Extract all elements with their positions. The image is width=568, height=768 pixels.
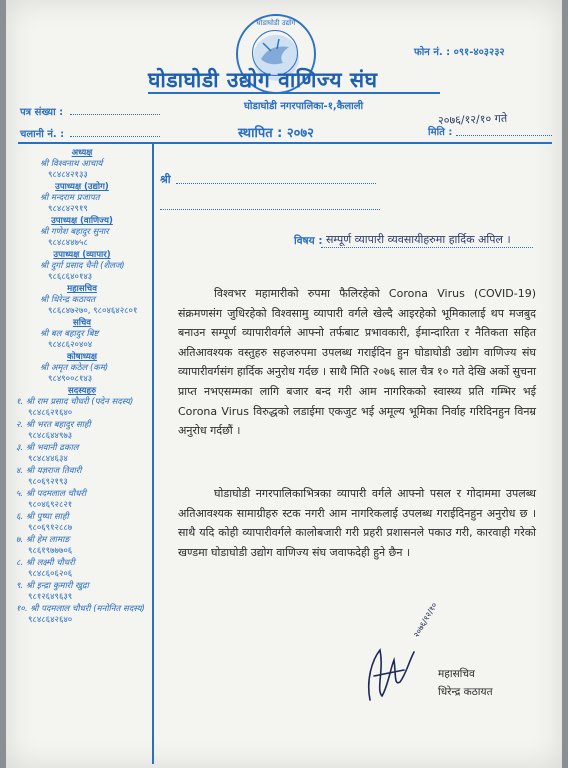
header-divider [18,142,552,144]
recipient-field-line-2 [160,198,380,210]
dispatch-number-label: चलानी नं. : [20,129,65,140]
committee-member-name: श्री गणेश बहादुर सुनार [40,227,109,237]
member-phone: ९८४८६२१६४० [28,408,73,418]
member-phone: ९८४८६४४९७३ [28,431,73,441]
handwritten-signature [360,630,430,710]
dispatch-number-field [70,126,160,137]
committee-member-phone: ९८४८४२१३३ [48,170,88,180]
date-label: मिति : [428,127,453,138]
committee-sidebar [16,148,148,760]
member-name: ३. श्री भवानी ढकाल [16,443,79,453]
committee-member-name: श्री दुर्गा प्रसाद चैनी (शैलज) [40,261,125,271]
subject-label: विषय : [294,235,323,247]
member-phone: ९८०६९२१९३ [28,477,68,487]
title-underline [148,92,440,94]
phone-number: फोन नं. : ०९१-४०३२३२ [414,47,505,58]
committee-member-name: श्री अमृत कठेल (कम) [40,363,109,373]
reference-number-label: पत्र संख्या : [20,107,64,118]
member-phone: ९८१२६४९६३९ [28,592,73,602]
member-name: २. श्री भरत बहादुर साही [16,420,91,430]
date-handwritten: २०७६/१२/१० गते [437,111,508,128]
committee-role: सचिव [72,318,92,328]
member-name: ५. श्री पदमलाल चौधरी [16,489,87,499]
signature-date: २०७६/१२/१० [411,601,439,639]
member-phone: ९८४८६४२६४० [28,615,73,625]
committee-member-name: श्री विश्वनाथ आचार्य [40,159,103,169]
committee-member-phone: ९८६८४७२७०, ९८०४६४२८०१ [48,306,138,316]
committee-member-phone: ९८४८६२०४०४ [48,340,93,350]
member-phone: ९८०४६९२८२१ [28,500,73,510]
reference-number-field [70,104,160,115]
member-phone: ९८४८६०६२०६ [28,569,73,579]
member-name: ८. श्री लक्ष्मी चौधरी [16,558,75,568]
sidebar-divider [152,144,154,764]
member-phone: ९८०६९१२८८७ [28,523,73,533]
recipient-field-line-1 [176,172,376,184]
seal-text: घोडाघोडी उद्योग [256,19,296,27]
subject-text: सम्पूर्ण व्यापारी व्यवसायीहरुमा हार्दिक अपिल । [326,233,511,246]
letter-paragraph-1: विश्वभर महामारीको रुपमा फैलिरहेको Corona Virus (COVID-19) संक्रमणसंग जुधिरहेको विश्वसामु व्यापारी वर्गले खेल्दै आइरहेको भूमिकालाई थप मजबुद बनाउन सम्पूर्ण व्यापारीवर्गले आफ्नो तर्फबाट प्रभावकारी, ईमान्दारिता र नैतिकता सहित अतिआवश्यक वस्तुहरु सहजरुपमा उपलब्ध गराईदिन हुन घोडाघोडी उद्योग वाणिज्य संघ व्यापारीवर्गसंग हार्दिक अनुरोध गर्दछ । साथै मिति २०७६ साल चैत्र १० गते देखि अर्को सुचना प्राप्त नभएसम्मका लागि बजार बन्द गरी आम नागरिकको स्वास्थ्य प्रति गम्भिर भई Corona Virus विरुद्धको लडाईमा एकजुट भई अमूल्य भूमिका निर्वाह गरिदिनहुन विनम्र अनुरोध गर्दछौं । [178,287,536,438]
committee-member-phone: ९८६८६४०१४३ [48,272,93,282]
members-heading: सदस्यहरु [67,386,97,396]
committee-role: उपाध्यक्ष (वाणिज्य) [51,216,113,226]
committee-member-name: श्री धिरेन्द्र कठायत [40,295,96,305]
organization-title: घोडाघोडी उद्योग वाणिज्य संघ [148,67,378,92]
recipient-label: श्री [160,173,171,186]
signatory-title: महासचिव [438,668,475,680]
organization-address: घोडाघोडी नगरपालिका-१,कैलाली [244,101,364,112]
committee-role: अध्यक्ष [71,148,93,158]
member-phone: ९८४८४४६३४ [28,454,68,464]
committee-member-phone: ९८४८४२९१९ [48,204,88,214]
established-year: स्थापित : २०७२ [238,126,314,141]
committee-member-phone: ९८४९००८१४३ [48,374,93,384]
member-name: ९. श्री इन्द्रा कुमारी खुद्रा [16,581,89,591]
signatory-name: धिरेन्द्र कठायत [438,686,493,698]
member-phone: ९८६१९७७७०६ [28,546,73,556]
committee-member-phone: ९८४८४४७५८ [48,238,88,248]
committee-member-name: श्री मन्दराम प्रजापत [40,193,100,203]
member-name: १. श्री राम प्रसाद चौधरी (पदेन सदस्य) [16,397,134,407]
committee-member-name: श्री बल बहादुर बिष्ट [40,329,99,339]
member-name: ६. श्री पुष्पा साही [16,512,69,522]
committee-role: महासचिव [67,284,97,294]
member-name: ७. श्री हेम लामाङ [16,535,70,545]
letter-page [6,0,562,768]
committee-role: उपाध्यक्ष (व्यापार) [53,250,111,260]
committee-role: उपाध्यक्ष (उद्योग) [55,182,109,192]
committee-role: कोषाध्यक्ष [66,352,98,362]
member-name: ४. श्री यज्ञराज तिवारी [16,466,82,476]
member-name: १०. श्री पदमलाल चौधरी (मनोनित सदस्य) [16,604,145,614]
letter-paragraph-2: घोडाघोडी नगरपालिकाभित्रका व्यापारी वर्गले आफ्नो पसल र गोदाममा उपलब्ध अतिआवश्यक सामाग्रीहरु स्टक नगरी आम नागरिकलाई उपलब्ध गराईदिनहुन अनुरोध छ । साथै यदि कोही व्यापारीवर्गले कालोबजारी गरी प्रहरी प्रशासनले पकाउ गरी, कारवाही गरेको खण्डमा घोडाघोडी उद्योग वाणिज्य संघ जवाफदेही हुने छैन । [178,487,536,559]
